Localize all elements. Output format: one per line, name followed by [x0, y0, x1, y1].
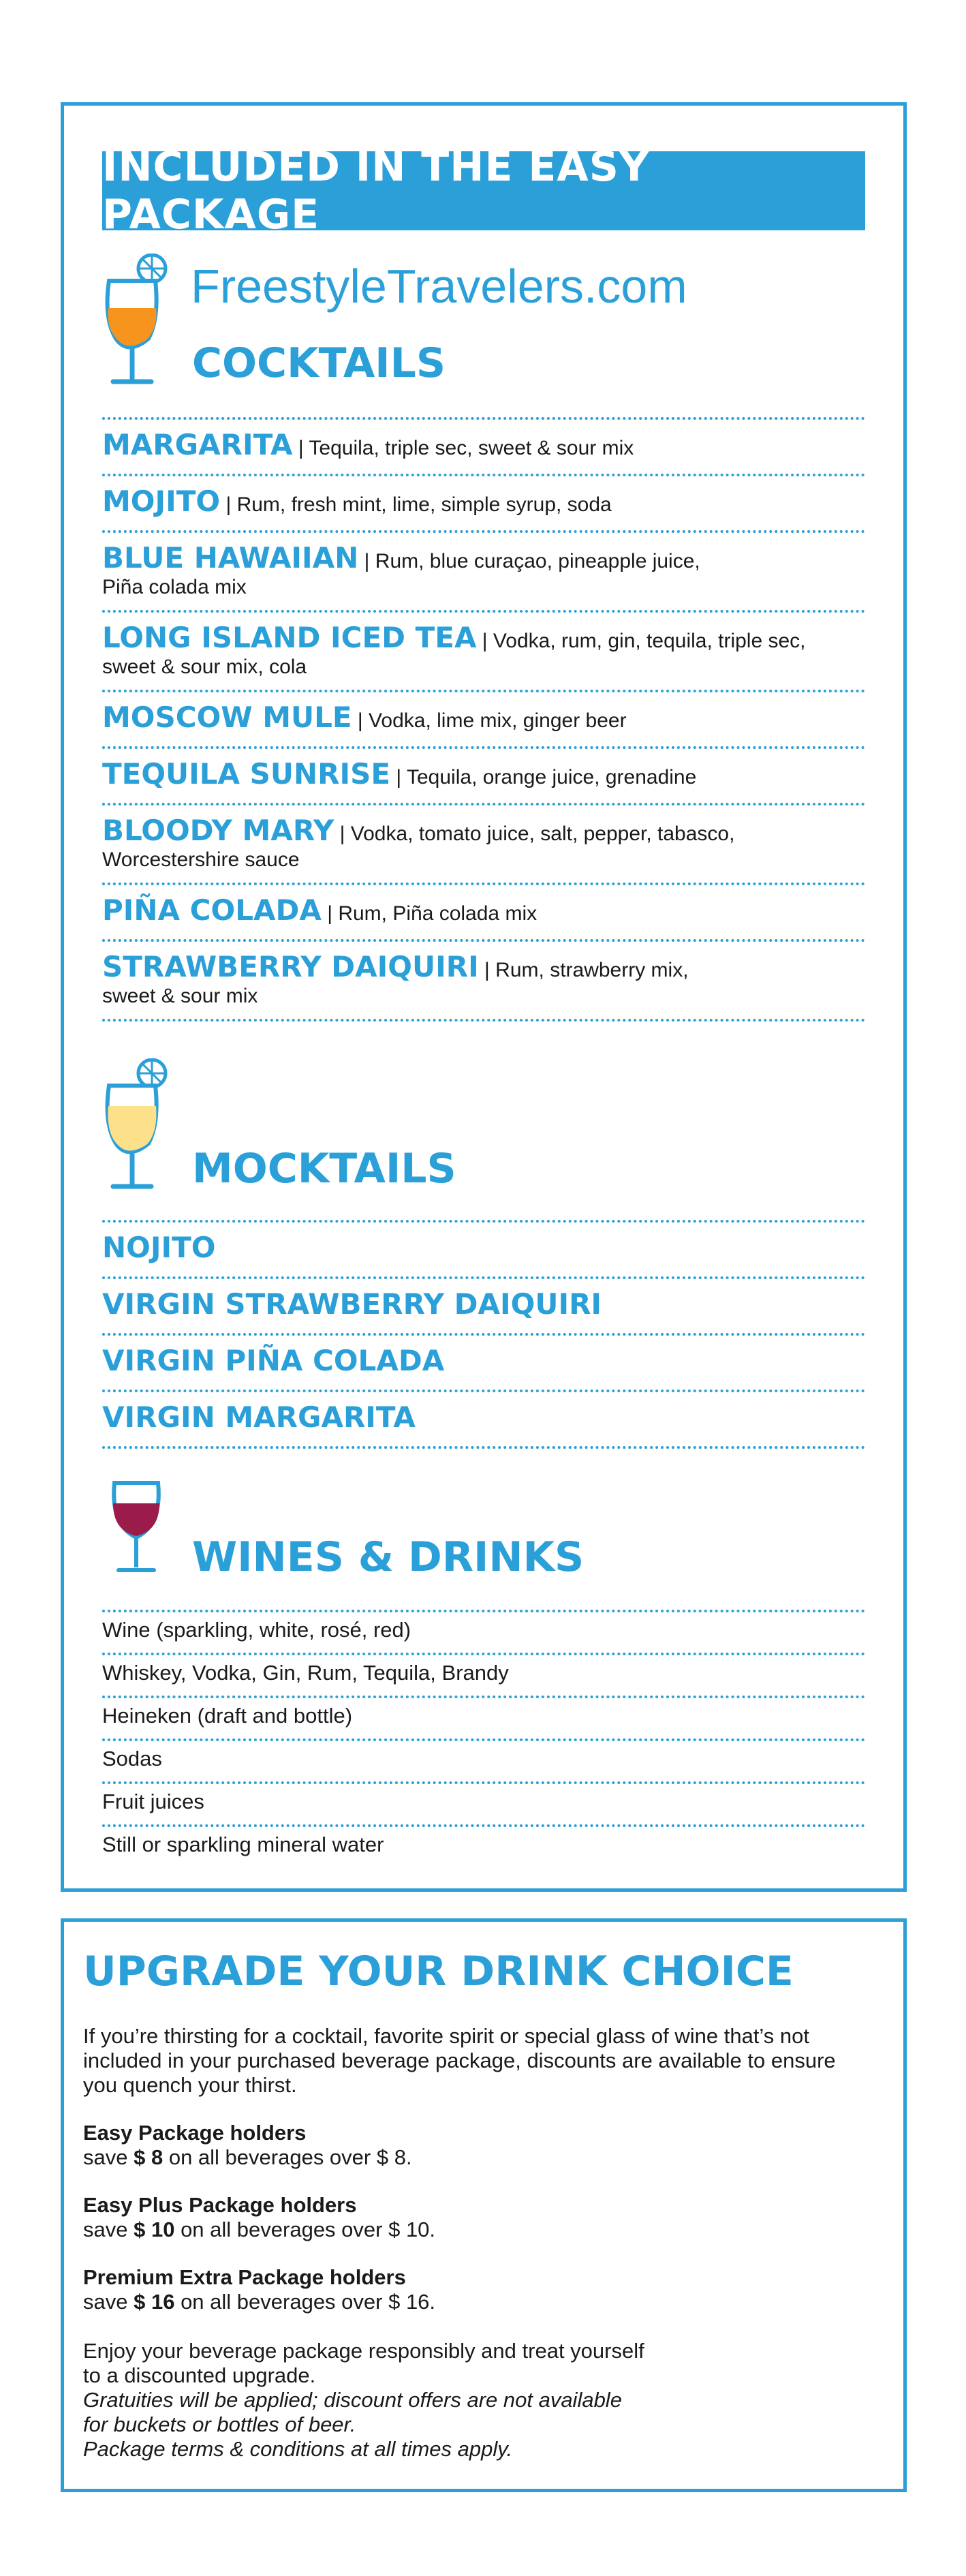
cocktail-glass-icon [101, 254, 176, 390]
tier-easy: Easy Package holders save $ 8 on all beverages over $ 8. [83, 2121, 412, 2169]
cocktail-item [102, 428, 865, 461]
divider [102, 883, 865, 885]
cocktail-item [102, 814, 865, 872]
cocktail-ingredients: | Rum, fresh mint, lime, simple syrup, soda [220, 493, 612, 516]
cocktail-ingredients-cont: Piña colada mix [102, 576, 247, 598]
cocktail-item [102, 950, 865, 1008]
cocktail-item [102, 893, 865, 927]
divider [102, 530, 865, 533]
cocktail-name: STRAWBERRY DAIQUIRI [102, 950, 479, 983]
divider [102, 1610, 865, 1612]
mocktail-item: VIRGIN MARGARITA [102, 1400, 416, 1434]
divider [102, 803, 865, 806]
cocktail-name: MOJITO [102, 485, 221, 518]
cocktail-ingredients: | Rum, Piña colada mix [321, 902, 537, 925]
divider [102, 1276, 865, 1279]
cocktail-name: TEQUILA SUNRISE [102, 757, 391, 791]
drink-item: Heineken (draft and bottle) [102, 1704, 353, 1728]
cocktail-ingredients-cont: sweet & sour mix, cola [102, 656, 307, 678]
cocktail-name: BLOODY MARY [102, 814, 334, 847]
divider [102, 610, 865, 613]
wines-title: WINES & DRINKS [192, 1533, 585, 1581]
divider [102, 939, 865, 942]
cocktail-ingredients-cont: sweet & sour mix [102, 985, 258, 1007]
upgrade-intro: If you’re thirsting for a cocktail, favorite spirit or special glass of wine that’s not included in your purchased beverage package, discounts are available to ensure you quench your thirst. [83, 2024, 836, 2097]
drink-item: Still or sparkling mineral water [102, 1833, 384, 1856]
divider [102, 1653, 865, 1655]
cocktail-ingredients: | Tequila, triple sec, sweet & sour mix [292, 437, 634, 459]
cocktail-ingredients: | Vodka, lime mix, ginger beer [352, 709, 627, 732]
divider [102, 1220, 865, 1223]
divider [102, 1333, 865, 1336]
mocktail-item: VIRGIN PIÑA COLADA [102, 1344, 445, 1377]
divider [102, 1824, 865, 1827]
cocktail-ingredients: | Vodka, tomato juice, salt, pepper, tabasco, [334, 823, 735, 845]
tier-premium-extra: Premium Extra Package holders save $ 16 on all beverages over $ 16. [83, 2265, 436, 2314]
drink-item: Whiskey, Vodka, Gin, Rum, Tequila, Brandy [102, 1661, 509, 1685]
divider [102, 1446, 865, 1449]
drink-item: Wine (sparkling, white, rosé, red) [102, 1618, 411, 1642]
mocktail-item: NOJITO [102, 1231, 216, 1264]
cocktail-item [102, 485, 865, 518]
cocktail-name: PIÑA COLADA [102, 893, 322, 927]
drink-item: Fruit juices [102, 1790, 204, 1813]
upgrade-title: UPGRADE YOUR DRINK CHOICE [83, 1948, 794, 1995]
cocktails-title: COCKTAILS [192, 339, 446, 387]
cocktail-name: MOSCOW MULE [102, 701, 352, 734]
cocktail-ingredients: | Tequila, orange juice, grenadine [390, 766, 697, 788]
cocktail-ingredients: | Vodka, rum, gin, tequila, triple sec, [476, 630, 806, 652]
cocktail-ingredients: | Rum, strawberry mix, [478, 959, 689, 981]
cocktail-ingredients-cont: Worcestershire sauce [102, 848, 300, 871]
divider [102, 746, 865, 749]
divider [102, 1390, 865, 1392]
drink-item: Sodas [102, 1747, 162, 1770]
cocktail-item [102, 541, 865, 599]
brand-name: FreestyleTravelers.com [191, 260, 687, 313]
divider [102, 690, 865, 692]
mocktails-title: MOCKTAILS [192, 1145, 456, 1193]
tier-easy-plus: Easy Plus Package holders save $ 10 on all beverages over $ 10. [83, 2193, 436, 2241]
divider [102, 474, 865, 476]
package-banner: INCLUDED IN THE EASY PACKAGE [102, 151, 865, 230]
cocktail-ingredients: | Rum, blue curaçao, pineapple juice, [358, 550, 700, 572]
cocktail-name: MARGARITA [102, 428, 293, 461]
divider [102, 1019, 865, 1022]
cocktail-item [102, 621, 865, 679]
mocktail-glass-icon [101, 1058, 176, 1195]
cocktail-name: BLUE HAWAIIAN [102, 541, 359, 574]
cocktail-name: LONG ISLAND ICED TEA [102, 621, 477, 654]
divider [102, 1696, 865, 1698]
wine-glass-icon [109, 1477, 163, 1580]
divider [102, 1738, 865, 1741]
mocktail-item: VIRGIN STRAWBERRY DAIQUIRI [102, 1287, 602, 1321]
cocktail-item [102, 701, 865, 734]
divider [102, 1781, 865, 1784]
cocktail-item [102, 757, 865, 791]
upgrade-closing: Enjoy your beverage package responsibly and treat yourself to a discounted upgrade. Gratuities will be applied; discount offers are not available for buckets or bottles of beer. Package terms & conditions at all times apply. [83, 2339, 644, 2461]
divider [102, 417, 865, 420]
